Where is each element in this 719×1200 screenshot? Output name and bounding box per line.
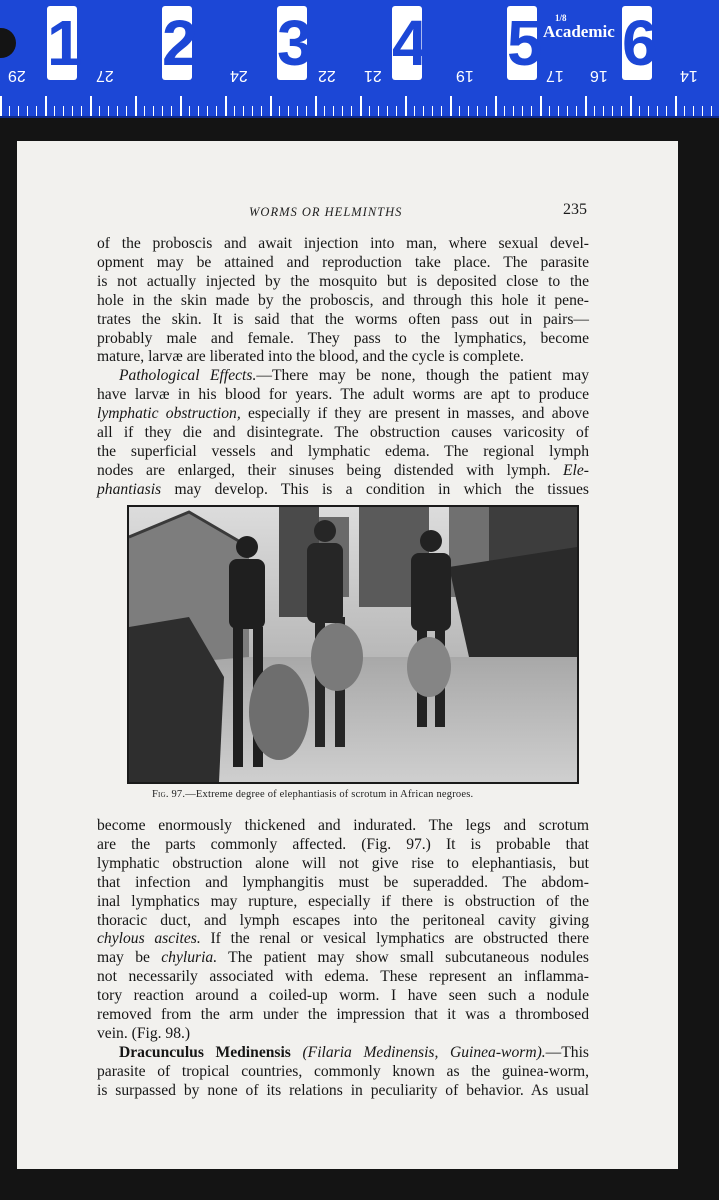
- text-line: the superficial vessels and lymphatic edema. The regional lymph: [97, 442, 589, 460]
- text-line: opment may be attained and reproduction take place. The parasite: [97, 253, 589, 271]
- figure-photograph: [127, 505, 579, 784]
- text-line: that infection and lymphangitis must be superadded. The abdom-: [97, 873, 589, 891]
- ruler-inch-mark: 19: [456, 67, 474, 84]
- text-line: [97, 481, 589, 500]
- text-line: [97, 930, 589, 949]
- text-line: tory reaction around a coiled-up worm. I have seen such a nodule: [97, 987, 589, 1005]
- paragraph: [97, 235, 589, 367]
- emphasis: chyluria.: [161, 949, 218, 967]
- running-head: [17, 203, 678, 223]
- text-span: may be: [97, 949, 162, 967]
- page-number: 235: [563, 201, 587, 218]
- text-block-bottom: [97, 817, 589, 1101]
- text-line: [97, 462, 589, 481]
- text-span: may develop. This is a condition in which the tissues: [161, 480, 589, 498]
- text-line: [97, 367, 589, 386]
- text-line: inal lymphatics may rupture, especially if there is obstruction of the: [97, 892, 589, 910]
- ruler-inch-mark: 16: [590, 67, 608, 84]
- text-line: become enormously thickened and indurated. The legs and scrotum: [97, 817, 589, 834]
- text-span: —This: [545, 1043, 589, 1061]
- ruler-brand-name: Academic: [543, 22, 615, 41]
- ruler-cm-mark: 1: [47, 7, 83, 79]
- emphasis: (Filaria Medinensis, Guinea-worm).: [290, 1043, 546, 1061]
- ruler-inch-mark: 29: [8, 67, 26, 84]
- text-line: lymphatic obstruction alone will not give rise to elephantiasis, but: [97, 854, 589, 872]
- text-span: If the renal or vesical lymphatics are obstructed there: [200, 930, 589, 948]
- section-heading: Pathological Effects.: [119, 367, 257, 385]
- text-line: is surpassed by none of its relations in peculiarity of behavior. As usual: [97, 1081, 589, 1099]
- figure-caption: [152, 789, 572, 800]
- ruler-brand-logo: [543, 13, 615, 42]
- text-line: mature, larvæ are liberated into the blood, and the cycle is complete.: [97, 348, 524, 366]
- ruler-cm-mark: 6: [622, 7, 658, 79]
- emphasis: phantiasis: [97, 480, 162, 498]
- text-line: [97, 949, 589, 968]
- text-line: all if they die and disintegrate. The obstruction causes varicosity of: [97, 424, 589, 442]
- paragraph: [97, 1044, 589, 1101]
- figure-label: Fig. 97.: [152, 789, 186, 800]
- ruler-major-ticks: [0, 96, 719, 116]
- text-line: is not actually injected by the mosquito but is deposited close to the: [97, 272, 589, 290]
- text-span: nodes are enlarged, their sinuses being distended with lymph.: [97, 461, 564, 479]
- text-line: trates the skin. It is said that the worms often pass out in pairs—: [97, 310, 589, 328]
- ruler-inch-mark: 14: [680, 67, 698, 84]
- caption-text: —Extreme degree of elephantiasis of scrotum in African negroes.: [185, 789, 474, 800]
- text-span: —There may be none, though the patient may: [256, 367, 589, 385]
- text-line: parasite of tropical countries, commonly known as the guinea-worm,: [97, 1062, 589, 1080]
- emphasis: Ele-: [563, 461, 589, 479]
- ruler-inch-mark: 17: [546, 67, 564, 84]
- emphasis: chylous ascites.: [97, 930, 201, 948]
- ruler-inch-mark: 24: [230, 67, 248, 84]
- ruler-brand-fraction: 1/8: [555, 13, 567, 23]
- ruler-cm-mark: 3: [277, 7, 313, 79]
- section-heading: Dracunculus Medinensis: [119, 1043, 291, 1061]
- book-page: [17, 141, 678, 1169]
- text-span: The patient may show small subcutaneous nodules: [217, 949, 589, 967]
- paragraph: [97, 817, 589, 1044]
- text-line: not necessarily associated with edema. These represent an inflamma-: [97, 968, 589, 986]
- text-line: [97, 1044, 589, 1063]
- emphasis: lymphatic obstruction,: [97, 405, 241, 423]
- text-line: hole in the skin made by the proboscis, and through this hole it pene-: [97, 291, 589, 309]
- ruler: [0, 0, 719, 118]
- text-line: [97, 405, 589, 424]
- ruler-cm-mark: 5: [507, 7, 543, 79]
- running-title: WORMS OR HELMINTHS: [249, 205, 403, 219]
- text-line: are the parts commonly affected. (Fig. 97.) It is probable that: [97, 835, 589, 853]
- ruler-inch-mark: 22: [318, 67, 336, 84]
- ruler-inch-mark: 21: [364, 67, 382, 84]
- text-line: removed from the arm under the impression that it was a thrombosed: [97, 1006, 589, 1024]
- text-span: especially if they are present in masses, and above: [240, 405, 589, 423]
- text-line: have larvæ in his blood for years. The adult worms are apt to produce: [97, 386, 589, 404]
- ruler-cm-mark: 2: [162, 7, 198, 79]
- text-line: thoracic duct, and lymph escapes into the peritoneal cavity giving: [97, 911, 589, 929]
- ruler-inch-mark: 27: [96, 67, 114, 84]
- ruler-hole: [0, 28, 16, 58]
- text-line: probably male and female. They pass to the lymphatics, become: [97, 329, 589, 347]
- ruler-cm-mark: 4: [392, 7, 428, 79]
- text-block-top: [97, 235, 589, 500]
- text-line: of the proboscis and await injection into man, where sexual devel-: [97, 235, 589, 252]
- photo-illustration: [129, 507, 577, 782]
- paragraph: [97, 367, 589, 499]
- text-line: vein. (Fig. 98.): [97, 1024, 191, 1042]
